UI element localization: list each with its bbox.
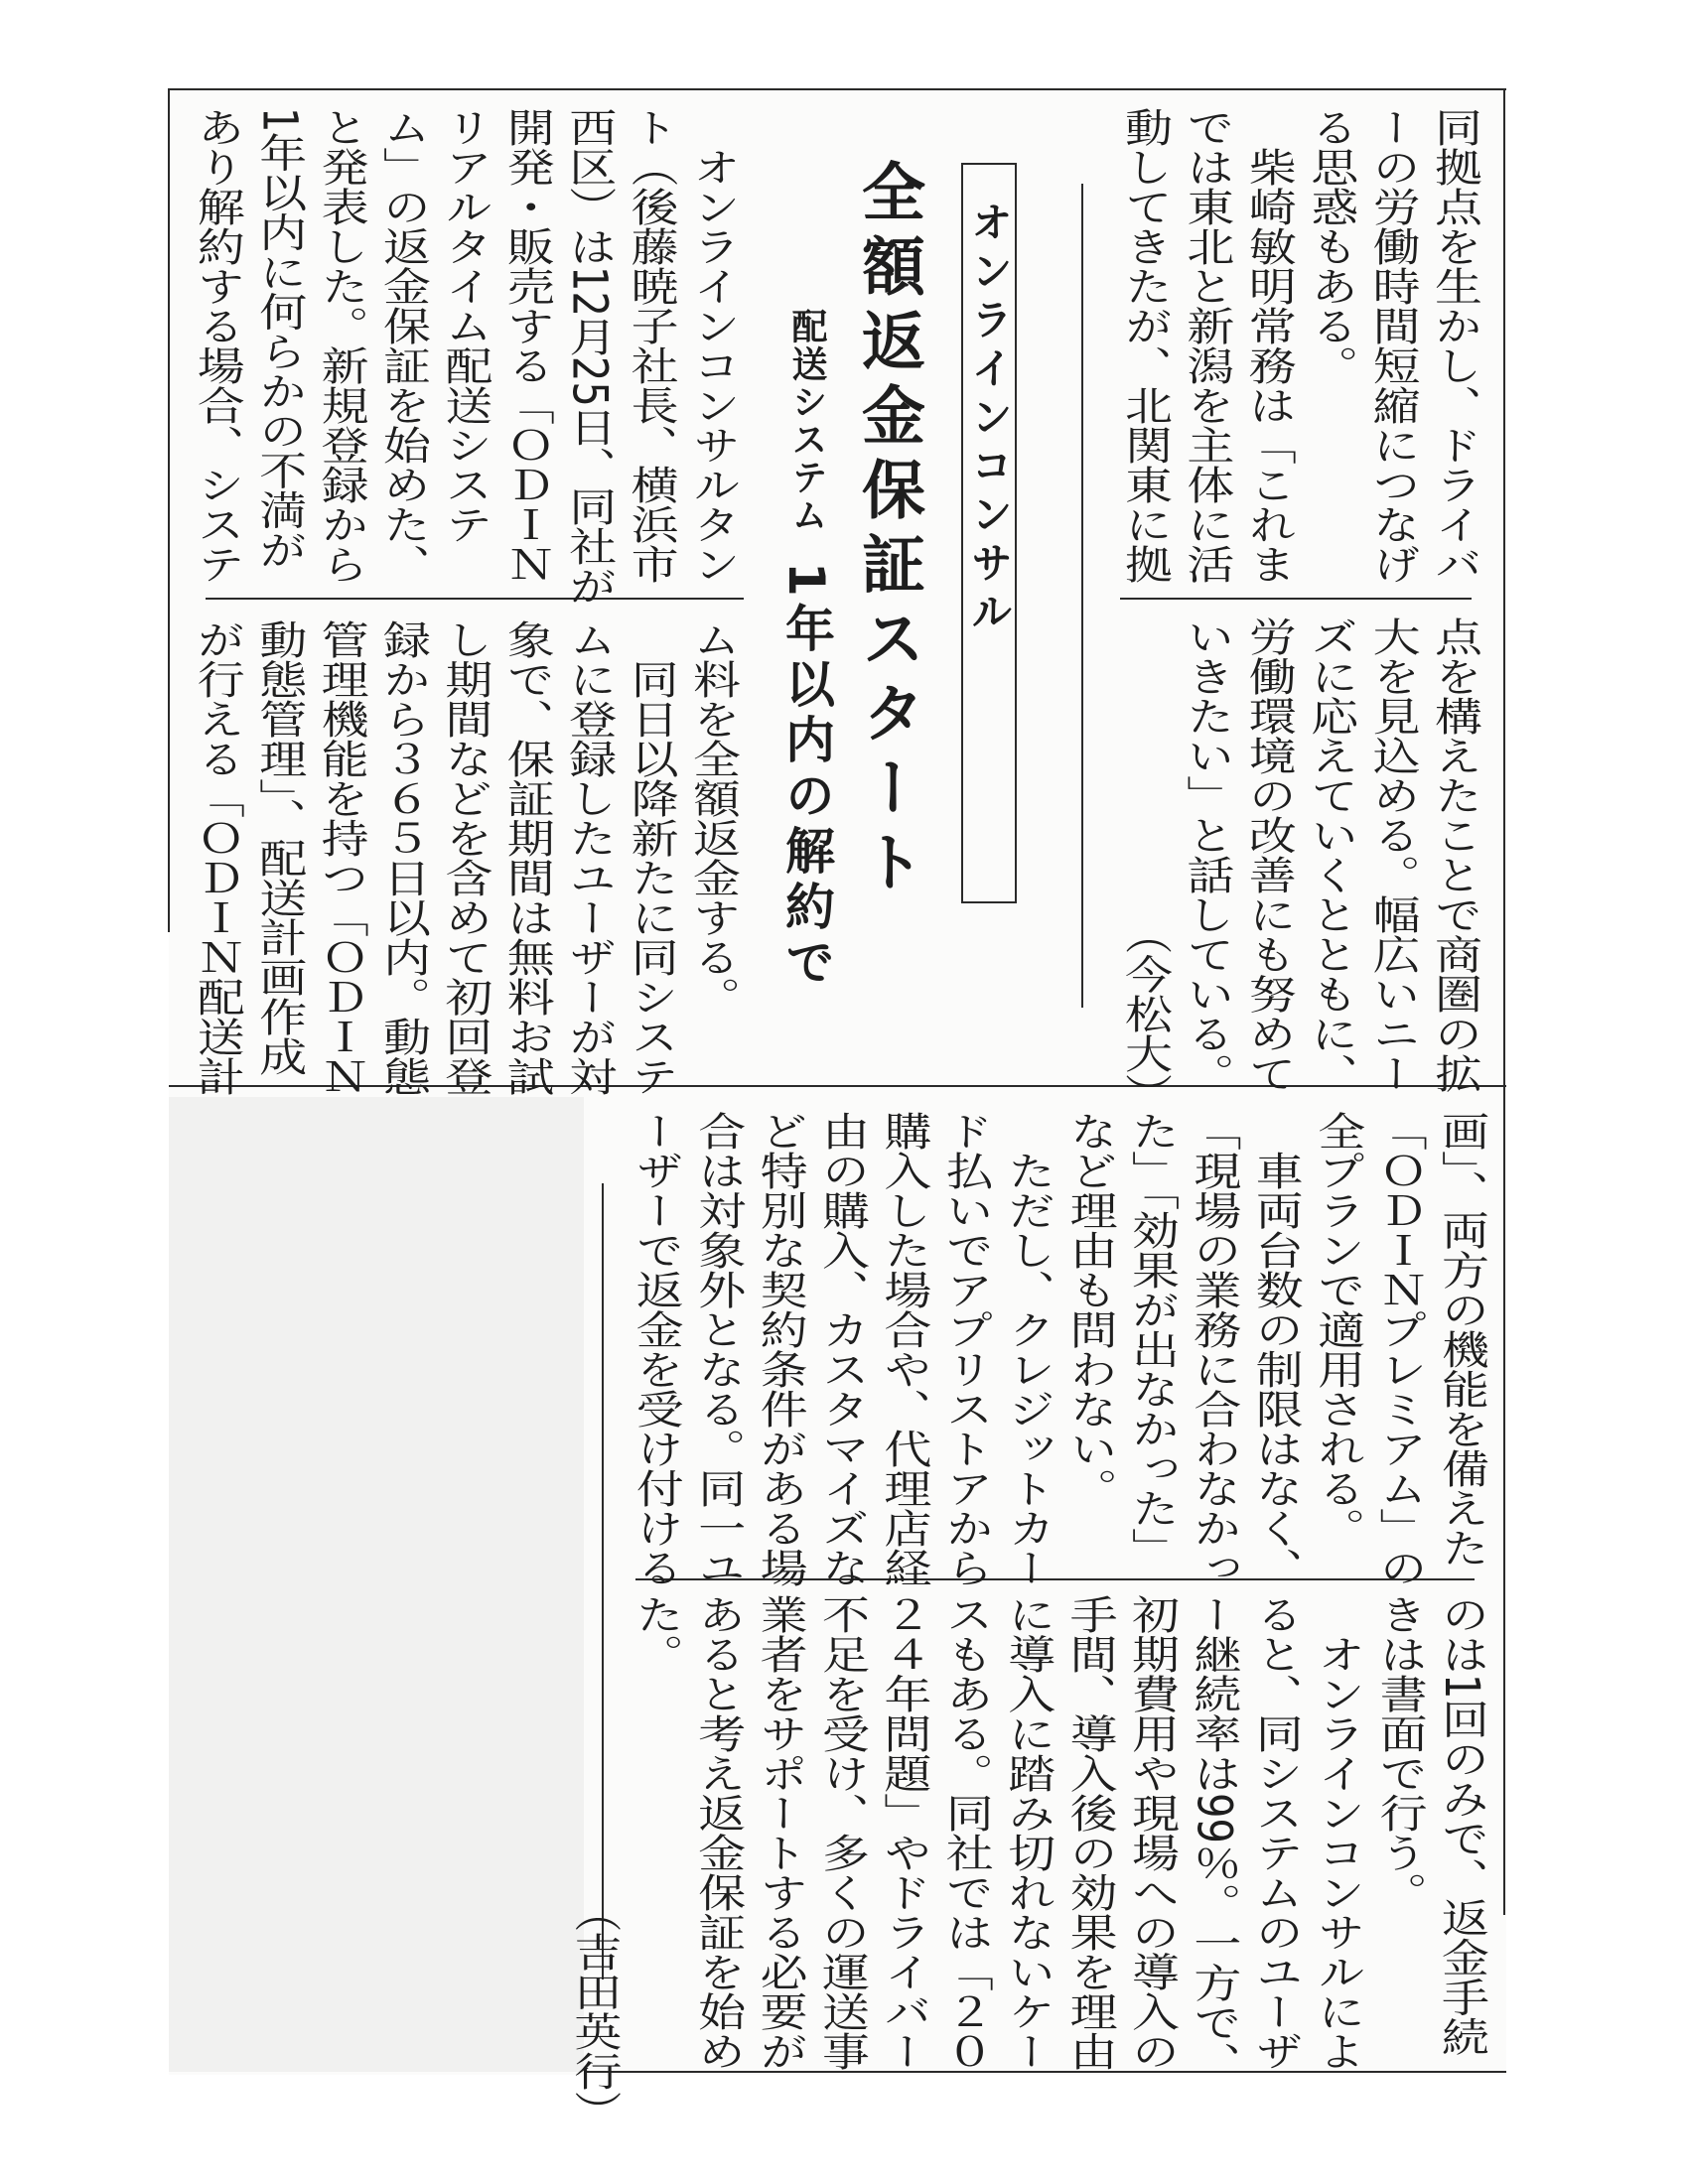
text-column: ー継続率は99％。一方で、 — [1186, 1594, 1241, 2082]
text-column: オンラインコンサルによ — [1310, 1594, 1365, 2071]
blank-area — [169, 1097, 584, 2072]
text-column: 同日以降新たに同システ — [623, 619, 678, 1096]
text-column: ーの労働時間短縮につなげ — [1364, 107, 1420, 584]
subhead-lead: 配送システム — [786, 308, 827, 534]
text-column: 柴崎敏明常務は「これま — [1241, 107, 1297, 584]
right-border — [1503, 88, 1505, 1915]
text-column: 1年以内に何らかの不満が — [251, 107, 307, 570]
text-column: ド払いでアプリストアから — [938, 1111, 994, 1587]
article-block-bottom-upper — [625, 1111, 1492, 1587]
text-column: ど特別な契約条件がある場 — [752, 1111, 807, 1587]
text-column: ただし、クレジットカー — [1000, 1111, 1055, 1587]
text-column: オンラインコンサルタン — [685, 107, 741, 584]
text-column: きは書面で行う。 — [1371, 1594, 1427, 1912]
text-column: 管理機能を持つ「ＯＤＩＮ — [313, 619, 368, 1096]
text-column: いきたい」と話している。 — [1179, 616, 1234, 1093]
text-column: リアルタイム配送システ — [437, 107, 492, 544]
text-column: 西区）は12月25日、同社が — [561, 107, 617, 606]
text-column: 合は対象外となる。同一ユ — [690, 1111, 746, 1587]
divider-top-right — [1120, 598, 1472, 600]
subheadline — [776, 308, 836, 992]
headline: 全額返金保証スタート — [851, 159, 924, 903]
text-column: スもある。同社では「２０ — [937, 1594, 994, 2071]
article-block-top-right-lower — [1114, 616, 1485, 1113]
text-column: 同拠点を生かし、ドライバ — [1427, 107, 1482, 584]
text-column: ーザーで返金を受け付ける — [628, 1111, 684, 1587]
text-column: ム料を全額返金する。 — [685, 619, 741, 1017]
top-rule — [169, 88, 1506, 90]
text-column: 録から３６５日以内。動態 — [375, 619, 431, 1096]
article-block-bottom-lower — [563, 1594, 1492, 2130]
text-column: あると考え返金保証を始め — [690, 1594, 746, 2071]
text-column: ム」の返金保証を始めた、 — [375, 107, 431, 584]
text-column: た。 — [628, 1594, 684, 1674]
text-column: 開発・販売する「ＯＤＩＮ — [498, 107, 555, 584]
text-column: 画」、両方の機能を備えた — [1434, 1111, 1489, 1568]
article-block-top-right-upper — [1114, 107, 1485, 584]
text-column: （吉田英行） — [566, 1594, 622, 2130]
text-column: 全プランで適用される。 — [1310, 1111, 1365, 1548]
text-column: では東北と新潟を主体に活 — [1179, 107, 1234, 584]
text-column: 不足を受け、多くの運送事 — [814, 1594, 870, 2071]
text-column: ２４年問題」やドライバー — [876, 1594, 931, 2071]
text-column: 初期費用や現場への導入の — [1124, 1594, 1180, 2071]
text-column: 由の購入、カスタマイズな — [814, 1111, 870, 1587]
text-column: ムに登録したユーザーが対 — [561, 619, 617, 1096]
text-column: （今松大） — [1117, 616, 1173, 1113]
kicker-box — [961, 163, 1017, 903]
text-column: 「現場の業務に合わなかっ — [1186, 1111, 1241, 1587]
text-column: など理由も問わない。 — [1061, 1111, 1117, 1508]
text-column: 労働環境の改善にも努めて — [1241, 616, 1297, 1093]
text-column: 点を構えたことで商圏の拡 — [1427, 616, 1482, 1093]
text-column: ト（後藤暁子社長、横浜市 — [623, 107, 678, 584]
text-column: ズに応えていくとともに、 — [1303, 616, 1358, 1093]
text-column: 手間、導入後の効果を理由 — [1061, 1594, 1117, 2071]
article-block-top-left-upper — [186, 107, 744, 606]
text-column: 購入した場合や、代理店経 — [876, 1111, 931, 1587]
text-column: 「ＯＤＩＮプレミアム」の — [1371, 1111, 1427, 1587]
text-column: 大を見込める。幅広いニー — [1364, 616, 1420, 1093]
text-column: し期間などを含めて初回登 — [437, 619, 492, 1096]
text-column: が行える「ＯＤＩＮ配送計 — [189, 619, 245, 1096]
text-column: 動してきたが、北関東に拠 — [1117, 107, 1173, 584]
text-column: に導入に踏み切れないケー — [1000, 1594, 1055, 2071]
subhead-main: 1年以内の解約で — [777, 562, 835, 992]
text-column: のは1回のみで、返金手続 — [1434, 1594, 1489, 2057]
text-column: 業者をサポートする必要が — [752, 1594, 807, 2071]
text-column: た」「効果が出なかった」 — [1124, 1111, 1180, 1568]
left-border — [168, 88, 170, 932]
text-column: 象で、保証期間は無料お試 — [498, 619, 555, 1096]
text-column: と発表した。新規登録から — [313, 107, 368, 584]
text-column: 車両台数の制限はなく、 — [1248, 1111, 1304, 1587]
text-column: る思惑もある。 — [1303, 107, 1358, 385]
text-column: 動態管理」、配送計画作成 — [251, 619, 307, 1076]
text-column: あり解約する場合、システ — [189, 107, 245, 584]
kicker: オンラインコンサル — [965, 201, 1014, 638]
text-column: ると、同システムのユーザ — [1248, 1594, 1304, 2071]
column-rule-right — [1081, 184, 1083, 1008]
article-block-top-left-lower — [186, 619, 744, 1096]
